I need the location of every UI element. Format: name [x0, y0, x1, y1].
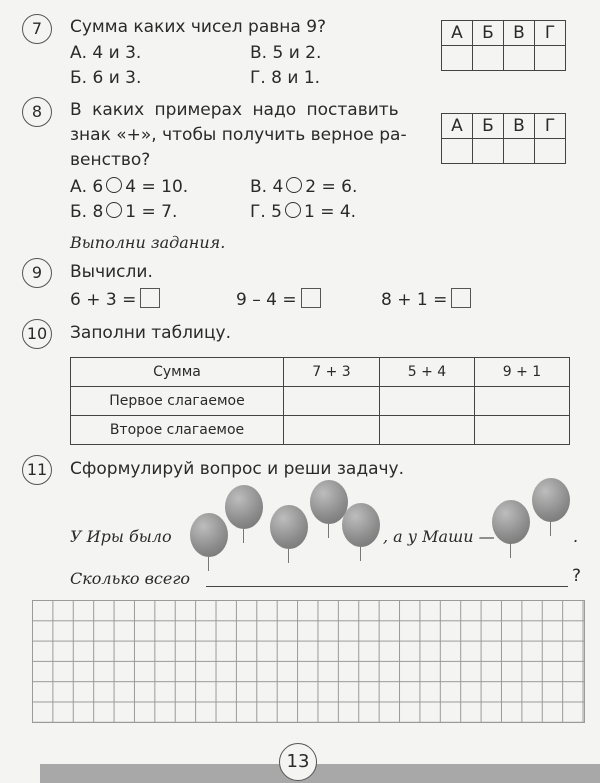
table-cell: 5 + 4 — [380, 358, 475, 387]
task-10-title: Заполни таблицу. — [70, 323, 232, 343]
option-rest: 2 = 6. — [305, 177, 358, 197]
example — [236, 288, 321, 310]
example — [70, 288, 160, 310]
table-row — [71, 416, 570, 445]
footer-bar — [40, 764, 600, 783]
table-input-cell[interactable] — [475, 416, 570, 445]
answer-cell[interactable] — [473, 139, 504, 164]
balloon-icon — [532, 478, 570, 522]
sum-table — [70, 357, 570, 445]
answer-cell[interactable] — [442, 46, 473, 71]
task-8-option-v — [250, 177, 357, 197]
table-row — [71, 387, 570, 416]
example — [381, 288, 471, 310]
table-cell: Второе слагаемое — [71, 416, 284, 445]
answer-cell[interactable] — [535, 139, 566, 164]
question-end: ? — [572, 566, 582, 586]
balloon-icon — [270, 505, 308, 549]
table-cell: Первое слагаемое — [71, 387, 284, 416]
task-8-option-b — [70, 202, 177, 222]
answer-cell[interactable] — [535, 46, 566, 71]
option-rest: 4 = 10. — [125, 177, 189, 197]
task-8-question-line: венство? — [70, 150, 151, 170]
sign-circle[interactable] — [106, 177, 122, 193]
task-number-10: 10 — [22, 319, 52, 349]
question-answer-line[interactable] — [206, 586, 568, 587]
problem-text-2: , а у Маши — — [383, 527, 495, 546]
answer-cell[interactable] — [504, 139, 535, 164]
table-input-cell[interactable] — [380, 387, 475, 416]
option-rest: 1 = 7. — [125, 202, 178, 222]
table-row — [71, 358, 570, 387]
option-label: В. 4 — [250, 177, 284, 197]
option-label: Б. 8 — [70, 202, 104, 222]
table-cell: Сумма — [71, 358, 284, 387]
example-text: 6 + 3 = — [70, 290, 137, 310]
table-input-cell[interactable] — [284, 387, 380, 416]
balloon-icon — [190, 513, 228, 557]
answer-box[interactable] — [140, 288, 160, 308]
table-cell: 7 + 3 — [284, 358, 380, 387]
example-text: 8 + 1 = — [381, 290, 448, 310]
task-number-8: 8 — [22, 97, 52, 127]
solution-grid[interactable] — [32, 600, 585, 723]
answer-header: Г — [535, 114, 566, 139]
problem-text-3: . — [573, 527, 579, 546]
balloon-icon — [225, 485, 263, 529]
answer-cell[interactable] — [504, 46, 535, 71]
task-7-option-a: А. 4 и 3. — [70, 43, 142, 63]
answer-header: А — [442, 114, 473, 139]
table-input-cell[interactable] — [284, 416, 380, 445]
answer-header: В — [504, 21, 535, 46]
option-label: А. 6 — [70, 177, 104, 197]
answer-header: Г — [535, 21, 566, 46]
task-7-option-b: Б. 6 и 3. — [70, 68, 142, 88]
task-number-9: 9 — [22, 258, 52, 288]
task-8-option-a — [70, 177, 188, 197]
answer-cell[interactable] — [442, 139, 473, 164]
task-7-answer-grid — [441, 20, 566, 71]
sign-circle[interactable] — [106, 202, 122, 218]
task-7-question: Сумма каких чисел равна 9? — [70, 17, 327, 37]
answer-box[interactable] — [451, 288, 471, 308]
option-rest: 1 = 4. — [304, 202, 357, 222]
sign-circle[interactable] — [286, 177, 302, 193]
section-heading: Выполни задания. — [70, 233, 226, 252]
task-11-title: Сформулируй вопрос и реши задачу. — [70, 459, 405, 479]
problem-text-1: У Иры было — [70, 527, 172, 546]
answer-cell[interactable] — [473, 46, 504, 71]
answer-header: А — [442, 21, 473, 46]
task-8-option-g — [250, 202, 356, 222]
example-text: 9 – 4 = — [236, 290, 297, 310]
task-9-title: Вычисли. — [70, 262, 153, 282]
answer-header: В — [504, 114, 535, 139]
table-cell: 9 + 1 — [475, 358, 570, 387]
balloon-icon — [342, 503, 380, 547]
task-number-11: 11 — [22, 455, 52, 485]
task-8-question-line: В каких примерах надо поставить — [70, 100, 399, 120]
sign-circle[interactable] — [285, 202, 301, 218]
task-number-7: 7 — [22, 14, 52, 44]
balloon-icon — [492, 500, 530, 544]
task-8-question-line: знак «+», чтобы получить верное ра- — [70, 125, 407, 145]
answer-box[interactable] — [301, 288, 321, 308]
page-number: 13 — [279, 743, 317, 781]
task-7-option-g: Г. 8 и 1. — [250, 68, 321, 88]
table-input-cell[interactable] — [380, 416, 475, 445]
option-label: Г. 5 — [250, 202, 282, 222]
question-start: Сколько всего — [70, 569, 191, 588]
answer-header: Б — [473, 114, 504, 139]
table-input-cell[interactable] — [475, 387, 570, 416]
task-7-option-v: В. 5 и 2. — [250, 43, 322, 63]
task-8-answer-grid — [441, 113, 566, 164]
answer-header: Б — [473, 21, 504, 46]
